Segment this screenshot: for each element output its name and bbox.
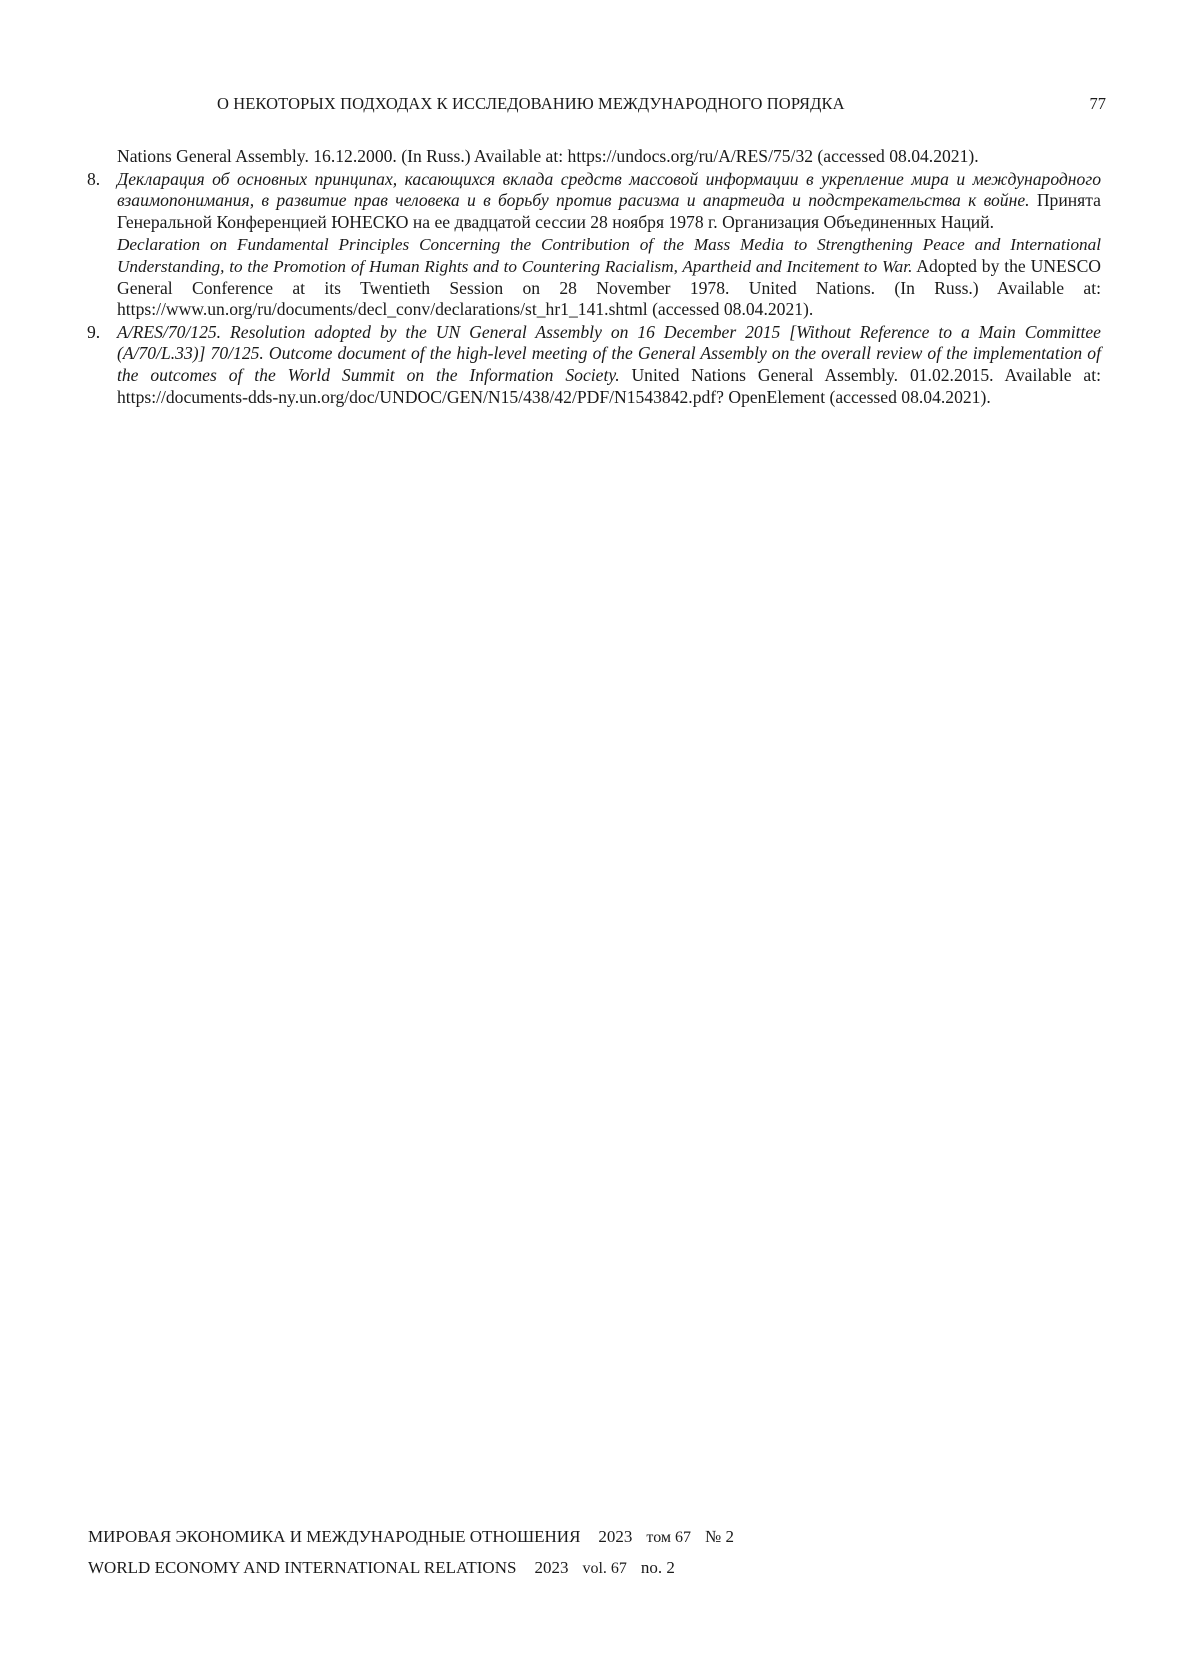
footer-en bbox=[88, 1553, 734, 1584]
reference-9-details: United Nations General Assembly. 01.02.2015. Available at: https://documents-dds-ny.un.org/doc/UNDOC/GEN/N15/438/42/PDF/N1543842.pdf? OpenElement (accessed 08.04.2021). bbox=[117, 364, 1101, 407]
footer-ru-journal: МИРОВАЯ ЭКОНОМИКА И МЕЖДУНАРОДНЫЕ ОТНОШЕНИЯ bbox=[88, 1527, 581, 1546]
reference-9-body bbox=[117, 322, 1101, 408]
footer-en-year: 2023 bbox=[534, 1558, 569, 1577]
footer-en-issue: no. 2 bbox=[640, 1558, 675, 1577]
reference-8-number: 8. bbox=[87, 168, 101, 189]
reference-8-ru-details: Принята Генеральной Конференцией ЮНЕСКО на ее двадцатой сессии 28 ноября 1978 г. Организация Объединенных Наций. bbox=[117, 190, 1101, 232]
reference-9 bbox=[87, 321, 1101, 408]
journal-footer bbox=[88, 1522, 734, 1584]
reference-8-ru bbox=[117, 169, 1101, 234]
footer-ru bbox=[88, 1522, 734, 1553]
reference-8-en-details: Adopted by the UNESCO General Conference at its Twentieth Session on 28 November 1978. United Nations. (In Russ.) Available at: https://www.un.org/ru/documents/decl_conv/declarations/st_hr1_141.shtml (accessed 08.04.2021). bbox=[117, 255, 1102, 320]
reference-7-continuation bbox=[117, 146, 1101, 168]
reference-8 bbox=[87, 168, 1102, 321]
page-number: 77 bbox=[1089, 94, 1106, 113]
reference-8-ru-title: Декларация об основных принципах, касающихся вклада средств массовой информации в укрепление мира и международного взаимопонимания, в развитие прав человека и в борьбу против расизма и апартеида и подстрекательства к войне. bbox=[117, 168, 1101, 211]
running-head: О НЕКОТОРЫХ ПОДХОДАХ К ИССЛЕДОВАНИЮ МЕЖДУНАРОДНОГО ПОРЯДКА bbox=[217, 94, 845, 113]
reference-8-en-title: Declaration on Fundamental Principles Concerning the Contribution of the Mass Media to Strengthening Peace and International Understanding, to the Promotion of Human Rights and to Countering Racialism, Apartheid and Incitement to War. bbox=[117, 235, 1101, 276]
footer-en-journal: WORLD ECONOMY AND INTERNATIONAL RELATIONS bbox=[88, 1558, 517, 1577]
footer-en-volume: vol. 67 bbox=[582, 1560, 627, 1577]
footer-ru-year: 2023 bbox=[598, 1527, 633, 1546]
reference-9-title: A/RES/70/125. Resolution adopted by the UN General Assembly on 16 December 2015 [Without Reference to a Main Committee (A/70/L.33)] 70/125. Outcome document of the high-level meeting of the General Assembly on the overall review of the implementation of the outcomes of the World Summit on the Information Society. bbox=[117, 321, 1101, 385]
reference-list bbox=[87, 146, 1102, 408]
reference-8-en bbox=[117, 234, 1101, 320]
reference-7-text: Nations General Assembly. 16.12.2000. (In Russ.) Available at: https://undocs.org/ru/A/RES/75/32 (accessed 08.04.2021). bbox=[117, 146, 979, 166]
footer-ru-volume: том 67 bbox=[646, 1529, 692, 1546]
reference-9-number: 9. bbox=[87, 321, 101, 342]
footer-ru-issue: № 2 bbox=[705, 1527, 735, 1546]
